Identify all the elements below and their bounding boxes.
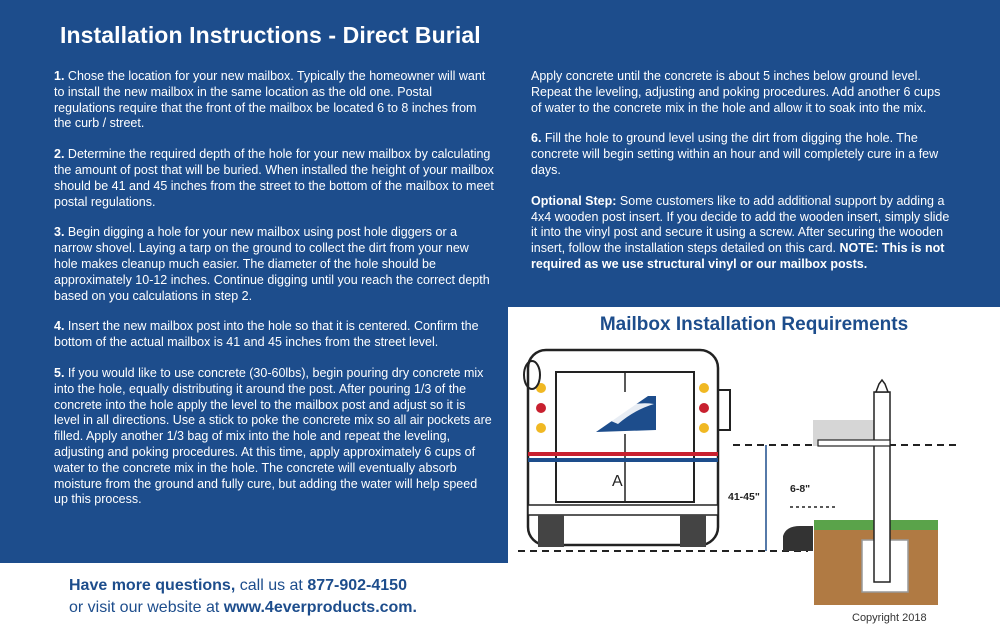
step-text: Begin digging a hole for your new mailbox using post hole diggers or a narrow shovel. Laying a tarp on the ground to collect the dirt from your new hole makes cleanup much easier. The diameter of the hole should be approximately 10-12 inches. Continue digging until you reach the correct depth based on you calculations in step 2. — [54, 225, 490, 303]
step-number: 6. — [531, 131, 542, 146]
step-text: If you would like to use concrete (30-60lbs), begin pouring dry concrete mix into the hole, equally distributing it around the post. After pouring 1/3 of the concrete into the hole apply the level to the mailbox post and adjust so it is level in all directions. Use a stick to poke the concrete mix so all air pockets are filled. Apply another 1/3 bag of mix into the hole and repeat the leveling, adjusting and poking procedures. At this time, apply approximately 6 cups of water to the concrete mix in the hole. The concrete will eventually absorb moisture from the ground and fully cure, but adding the water will help speed up this process. — [54, 365, 492, 507]
mailbox-arm — [818, 440, 890, 446]
optional-step — [531, 194, 951, 273]
contact-line-phone — [69, 575, 417, 597]
requirements-title: Mailbox Installation Requirements — [599, 314, 909, 335]
step-number: 4. — [54, 319, 65, 334]
post-finial — [876, 380, 888, 392]
step-text: Determine the required depth of the hole for your new mailbox by calculating the amount of post that will be buried. When installed the height of your mailbox should be 41 and 45 inches from the street to the bottom of the mailbox to meet postal regulations. — [54, 147, 494, 209]
step-text: Insert the new mailbox post into the hole so that it is centered. Confirm the bottom of the actual mailbox is 41 and 45 inches from the street level. — [54, 319, 479, 350]
contact-footer — [69, 575, 417, 619]
step-1 — [54, 69, 494, 132]
website-intro: or visit our website at — [69, 599, 220, 616]
step-number: 5. — [54, 365, 65, 380]
truck-wheel-left — [538, 515, 564, 547]
side-mirror-right — [718, 390, 730, 430]
height-label: 41-45" — [728, 491, 760, 503]
instructions-right-column — [531, 69, 951, 288]
truck-stripe-red — [528, 452, 718, 456]
step-text: Chose the location for your new mailbox. Typically the homeowner will want to install the new mailbox in the same location as the old one. Postal regulations require that the front of the mailbox be located 6 to 8 inches from the curb / street. — [54, 69, 486, 131]
step-number: 3. — [54, 225, 65, 240]
offset-label: 6-8" — [790, 483, 811, 495]
optional-step-note: NOTE: This is not required as we use structural vinyl or our mailbox posts. — [531, 241, 945, 271]
installation-diagram — [508, 340, 1000, 605]
step-4 — [54, 319, 494, 351]
page-title: Installation Instructions - Direct Burial — [60, 22, 481, 48]
step-5-continued: Apply concrete until the concrete is about 5 inches below ground level. Repeat the leveling, adjusting and poking procedures. Add another 6 cups of water to the concrete mix in the hole and allow it to soak into the mix. — [531, 69, 941, 115]
step-3 — [54, 225, 494, 304]
optional-step-text: Some customers like to add additional support by adding a 4x4 wooden post insert. If you decide to add the wooden insert, simply slide it into the vinyl post and secure it using a screw. After securing the wooden insert, follow the installation steps detailed on this card. — [531, 193, 950, 256]
curb — [783, 526, 813, 551]
truck-stripe-blue — [528, 458, 718, 462]
step-6 — [531, 131, 951, 178]
truck-wheel-right — [680, 515, 706, 547]
step-5 — [54, 366, 494, 508]
step-2 — [54, 147, 494, 210]
questions-text: Have more questions, — [69, 577, 236, 594]
step-number: 2. — [54, 147, 65, 162]
contact-line-website — [69, 597, 417, 619]
usps-truck — [524, 350, 730, 547]
website-link[interactable]: www.4everproducts.com. — [223, 599, 417, 616]
truck-letter: A — [612, 473, 623, 490]
instructions-left-column — [54, 69, 494, 523]
optional-step-label: Optional Step: — [531, 193, 617, 208]
phone-number[interactable]: 877-902-4150 — [307, 577, 407, 594]
call-text: call us at — [239, 577, 303, 594]
mailbox-post — [874, 392, 890, 582]
step-number: 1. — [54, 69, 65, 83]
copyright: Copyright 2018 — [852, 612, 927, 624]
step-text: Fill the hole to ground level using the dirt from digging the hole. The concrete will begin setting within an hour and will completely cure in a few days. — [531, 131, 939, 177]
